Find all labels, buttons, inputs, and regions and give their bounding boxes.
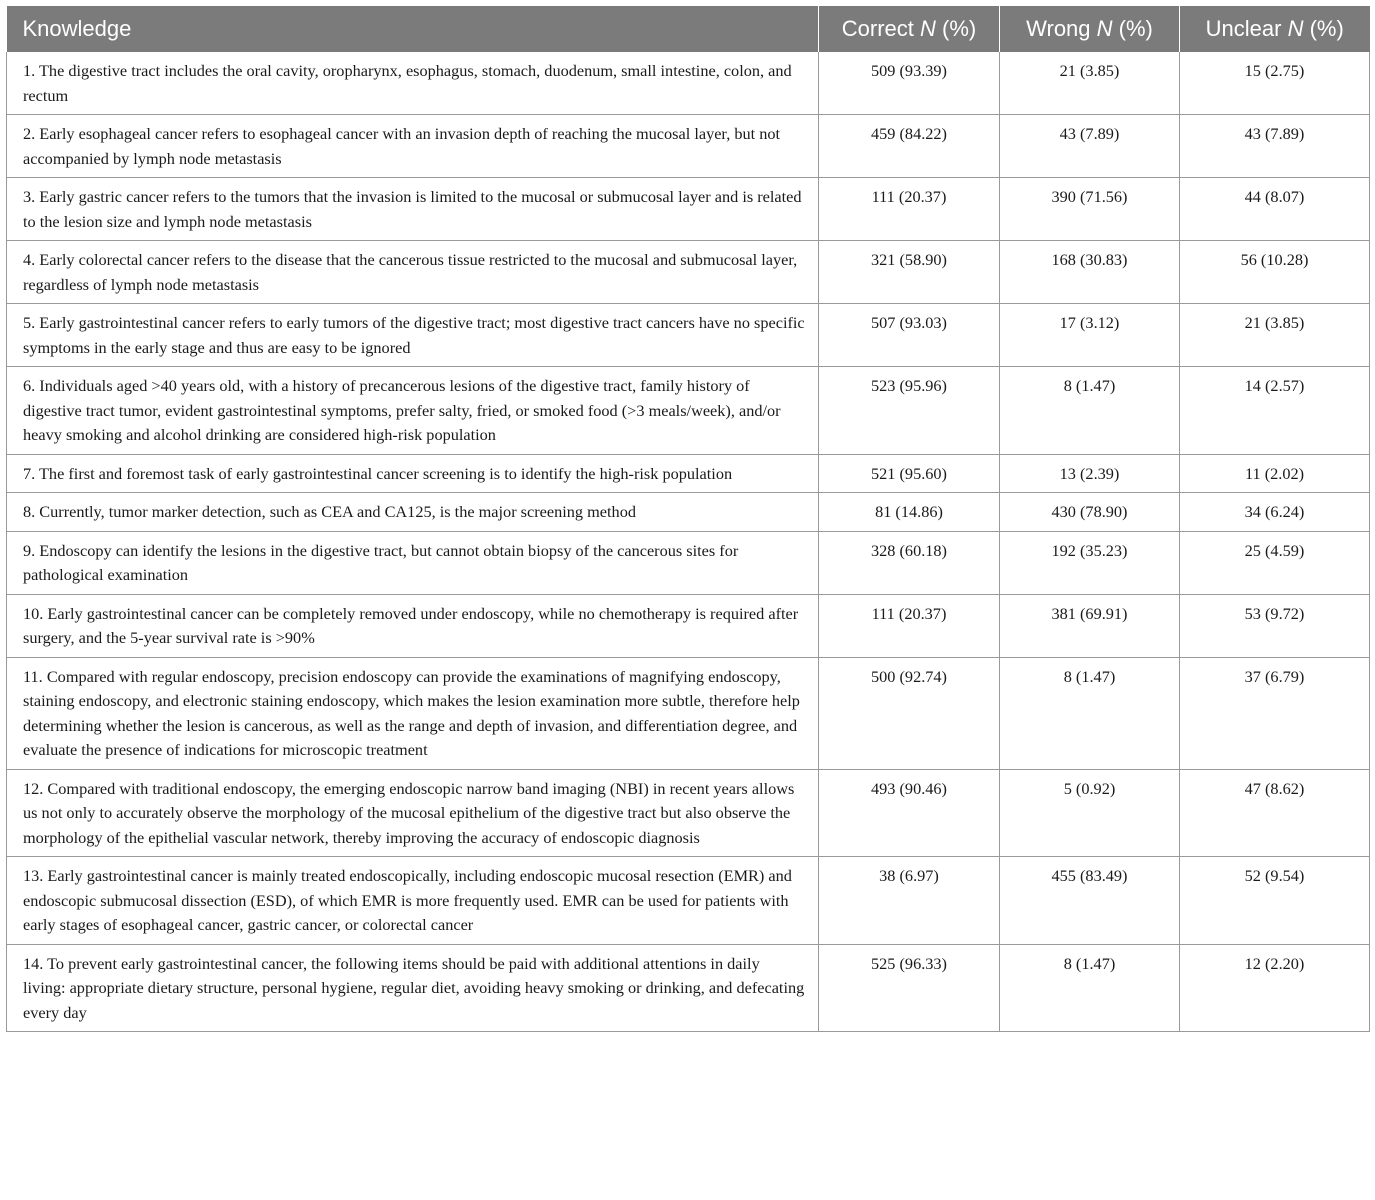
table-row [7,594,1370,657]
table-row [7,241,1370,304]
unclear-cell: 52 (9.54) [1180,857,1370,945]
knowledge-cell: 11. Compared with regular endoscopy, precision endoscopy can provide the examinations of magnifying endoscopy, staining endoscopy, and electronic staining endoscopy, which makes the lesion examination more subtle, therefore help determining whether the lesion is cancerous, as well as the range and depth of invasion, and differentiation degree, and evaluate the presence of indications for microscopic treatment [7,657,819,769]
knowledge-cell: 13. Early gastrointestinal cancer is mainly treated endoscopically, including endoscopic mucosal resection (EMR) and endoscopic submucosal dissection (ESD), of which EMR is more frequently used. EMR can be used for patients with early stages of esophageal cancer, gastric cancer, or colorectal cancer [7,857,819,945]
correct-cell: 328 (60.18) [819,531,1000,594]
table-row [7,493,1370,532]
table-row [7,178,1370,241]
header-correct: Correct N (%) [819,6,1000,52]
unclear-cell: 56 (10.28) [1180,241,1370,304]
correct-cell: 507 (93.03) [819,304,1000,367]
correct-cell: 523 (95.96) [819,367,1000,455]
table-row [7,944,1370,1032]
unclear-cell: 34 (6.24) [1180,493,1370,532]
knowledge-table [6,6,1370,1032]
wrong-cell: 8 (1.47) [1000,367,1180,455]
unclear-cell: 15 (2.75) [1180,52,1370,115]
knowledge-cell: 4. Early colorectal cancer refers to the disease that the cancerous tissue restricted to the mucosal and submucosal layer, regardless of lymph node metastasis [7,241,819,304]
table-row [7,367,1370,455]
wrong-cell: 43 (7.89) [1000,115,1180,178]
correct-cell: 81 (14.86) [819,493,1000,532]
table-row [7,52,1370,115]
unclear-cell: 21 (3.85) [1180,304,1370,367]
knowledge-cell: 10. Early gastrointestinal cancer can be completely removed under endoscopy, while no chemotherapy is required after surgery, and the 5-year survival rate is >90% [7,594,819,657]
wrong-cell: 8 (1.47) [1000,944,1180,1032]
wrong-cell: 21 (3.85) [1000,52,1180,115]
unclear-cell: 11 (2.02) [1180,454,1370,493]
correct-cell: 321 (58.90) [819,241,1000,304]
unclear-cell: 47 (8.62) [1180,769,1370,857]
wrong-cell: 192 (35.23) [1000,531,1180,594]
knowledge-cell: 6. Individuals aged >40 years old, with a history of precancerous lesions of the digestive tract, family history of digestive tract tumor, evident gastrointestinal symptoms, prefer salty, fried, or smoked food (>3 meals/week), and/or heavy smoking and alcohol drinking are considered high-risk population [7,367,819,455]
correct-cell: 111 (20.37) [819,594,1000,657]
unclear-cell: 12 (2.20) [1180,944,1370,1032]
table-row [7,454,1370,493]
wrong-cell: 381 (69.91) [1000,594,1180,657]
table-row [7,769,1370,857]
unclear-cell: 37 (6.79) [1180,657,1370,769]
correct-cell: 493 (90.46) [819,769,1000,857]
table-row [7,857,1370,945]
header-wrong: Wrong N (%) [1000,6,1180,52]
knowledge-cell: 1. The digestive tract includes the oral cavity, oropharynx, esophagus, stomach, duodenum, small intestine, colon, and rectum [7,52,819,115]
wrong-cell: 430 (78.90) [1000,493,1180,532]
knowledge-cell: 12. Compared with traditional endoscopy, the emerging endoscopic narrow band imaging (NBI) in recent years allows us not only to accurately observe the morphology of the mucosal epithelium of the digestive tract but also observe the morphology of the epithelial vascular network, thereby improving the accuracy of endoscopic diagnosis [7,769,819,857]
knowledge-cell: 5. Early gastrointestinal cancer refers to early tumors of the digestive tract; most digestive tract cancers have no specific symptoms in the early stage and thus are easy to be ignored [7,304,819,367]
table-row [7,657,1370,769]
header-unclear: Unclear N (%) [1180,6,1370,52]
table-row [7,115,1370,178]
wrong-cell: 17 (3.12) [1000,304,1180,367]
correct-cell: 38 (6.97) [819,857,1000,945]
knowledge-cell: 8. Currently, tumor marker detection, such as CEA and CA125, is the major screening method [7,493,819,532]
correct-cell: 521 (95.60) [819,454,1000,493]
wrong-cell: 390 (71.56) [1000,178,1180,241]
unclear-cell: 14 (2.57) [1180,367,1370,455]
wrong-cell: 168 (30.83) [1000,241,1180,304]
knowledge-cell: 9. Endoscopy can identify the lesions in the digestive tract, but cannot obtain biopsy of the cancerous sites for pathological examination [7,531,819,594]
wrong-cell: 455 (83.49) [1000,857,1180,945]
correct-cell: 509 (93.39) [819,52,1000,115]
table-body [7,52,1370,1032]
correct-cell: 500 (92.74) [819,657,1000,769]
table-row [7,304,1370,367]
correct-cell: 111 (20.37) [819,178,1000,241]
wrong-cell: 5 (0.92) [1000,769,1180,857]
knowledge-cell: 3. Early gastric cancer refers to the tumors that the invasion is limited to the mucosal or submucosal layer and is related to the lesion size and lymph node metastasis [7,178,819,241]
unclear-cell: 44 (8.07) [1180,178,1370,241]
knowledge-cell: 14. To prevent early gastrointestinal cancer, the following items should be paid with additional attentions in daily living: appropriate dietary structure, personal hygiene, regular diet, avoiding heavy smoking or drinking, and defecating every day [7,944,819,1032]
unclear-cell: 25 (4.59) [1180,531,1370,594]
correct-cell: 525 (96.33) [819,944,1000,1032]
wrong-cell: 8 (1.47) [1000,657,1180,769]
table-header [7,6,1370,52]
correct-cell: 459 (84.22) [819,115,1000,178]
knowledge-cell: 7. The first and foremost task of early gastrointestinal cancer screening is to identify the high-risk population [7,454,819,493]
unclear-cell: 43 (7.89) [1180,115,1370,178]
table-row [7,531,1370,594]
wrong-cell: 13 (2.39) [1000,454,1180,493]
header-knowledge: Knowledge [7,6,819,52]
knowledge-cell: 2. Early esophageal cancer refers to esophageal cancer with an invasion depth of reaching the mucosal layer, but not accompanied by lymph node metastasis [7,115,819,178]
unclear-cell: 53 (9.72) [1180,594,1370,657]
